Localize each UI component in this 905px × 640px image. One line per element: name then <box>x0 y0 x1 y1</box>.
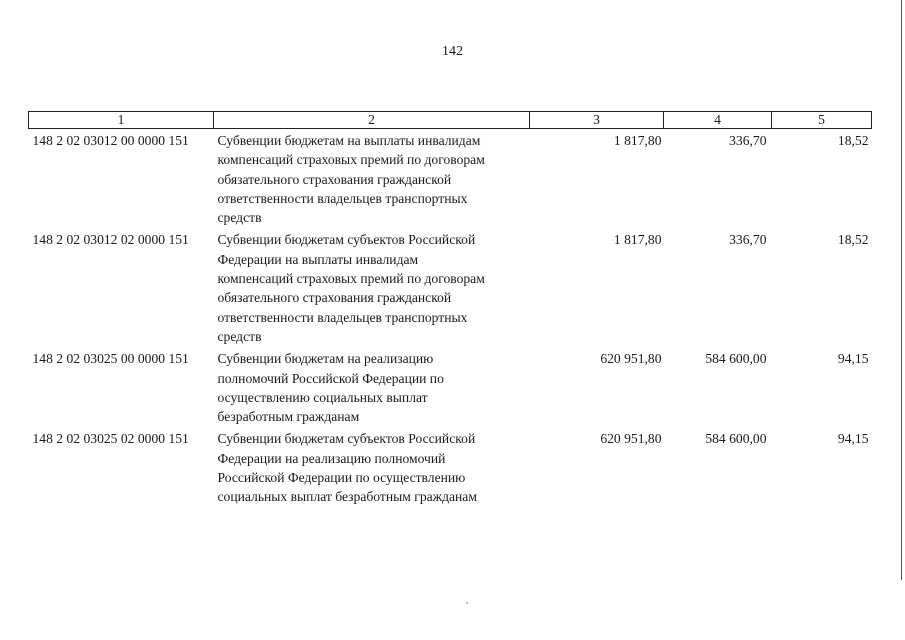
budget-code: 148 2 02 03012 00 0000 151 <box>32 133 189 148</box>
description-line: ответственности владельцев транспортных <box>217 190 468 206</box>
header-col-4: 4 <box>664 112 772 129</box>
table-row <box>29 426 872 506</box>
description-line: Федерации на реализацию полномочий <box>217 450 446 466</box>
description-line: обязательного страхования гражданской <box>217 171 452 187</box>
value-col-5: 18,52 <box>837 133 869 148</box>
value-col-5: 94,15 <box>837 431 869 447</box>
budget-code: 148 2 02 03025 02 0000 151 <box>32 431 189 447</box>
value-col-4: 336,70 <box>729 232 767 248</box>
budget-code: 148 2 02 03025 00 0000 151 <box>32 351 189 367</box>
budget-table <box>28 111 872 507</box>
scan-speck <box>466 602 468 604</box>
description-line: ответственности владельцев транспортных <box>217 309 468 325</box>
description <box>214 227 530 346</box>
table-row <box>29 227 872 346</box>
value-col-4: 336,70 <box>729 133 767 148</box>
value-col-3: 620 951,80 <box>600 351 662 367</box>
description-line: Субвенции бюджетам на выплаты инвалидам <box>217 133 481 148</box>
description-line: компенсаций страховых премий по договорам <box>217 152 485 168</box>
description-line: осуществлению социальных выплат <box>217 389 428 405</box>
value-col-4: 584 600,00 <box>705 431 767 447</box>
value-col-3: 1 817,80 <box>613 232 662 248</box>
description-line: Федерации на выплаты инвалидам <box>217 251 419 267</box>
description <box>214 346 530 426</box>
value-col-3: 1 817,80 <box>613 133 662 148</box>
description-line: полномочий Российской Федерации по <box>217 370 444 386</box>
description-line: обязательного страхования гражданской <box>217 290 452 306</box>
value-col-5: 18,52 <box>837 232 869 248</box>
description-line: компенсаций страховых премий по договорам <box>217 271 485 287</box>
description-line: средств <box>217 328 262 344</box>
header-col-1: 1 <box>29 112 214 129</box>
value-col-5: 94,15 <box>837 351 869 367</box>
budget-code: 148 2 02 03012 02 0000 151 <box>32 232 189 248</box>
description-line: социальных выплат безработным гражданам <box>217 489 477 505</box>
header-col-3: 3 <box>530 112 664 129</box>
header-col-2: 2 <box>214 112 530 129</box>
description-line: Субвенции бюджетам на реализацию <box>217 351 434 367</box>
page-number: 142 <box>442 44 463 59</box>
table-header-row <box>29 112 872 129</box>
header-col-5: 5 <box>772 112 872 129</box>
page-edge-line <box>901 0 902 580</box>
description-line: Российской Федерации по осуществлению <box>217 470 466 486</box>
description-line: средств <box>217 210 262 226</box>
value-col-3: 620 951,80 <box>600 431 662 447</box>
description-line: Субвенции бюджетам субъектов Российской <box>217 431 476 447</box>
value-col-4: 584 600,00 <box>705 351 767 367</box>
table-row <box>29 346 872 426</box>
description-line: Субвенции бюджетам субъектов Российской <box>217 232 476 248</box>
description-line: безработным гражданам <box>217 409 360 425</box>
table-row <box>29 129 872 228</box>
description <box>214 129 530 228</box>
description <box>214 426 530 506</box>
